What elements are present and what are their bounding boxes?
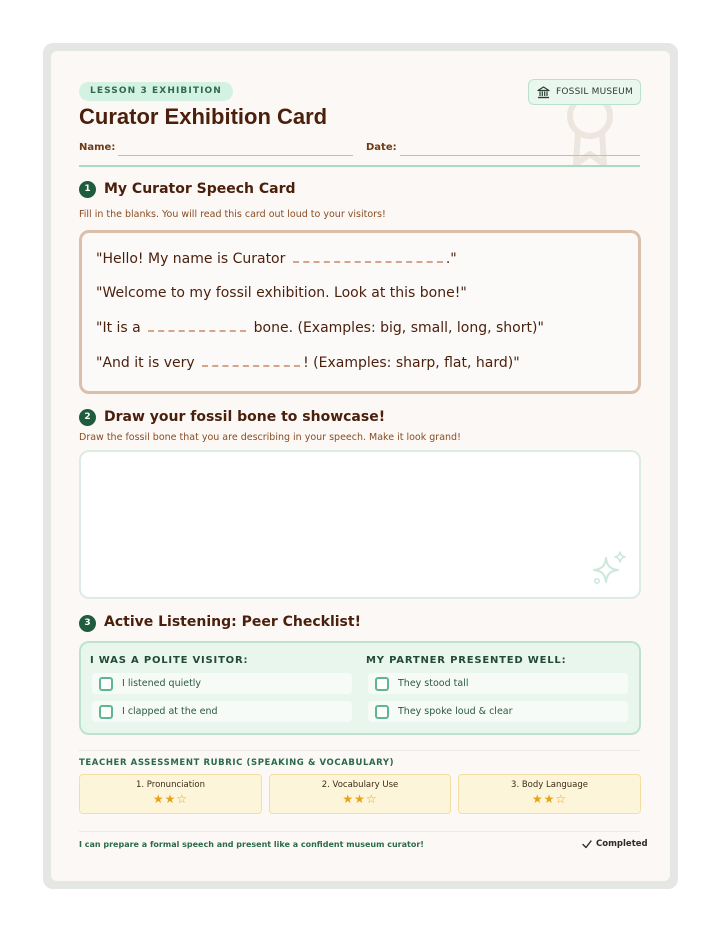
page-title: Curator Exhibition Card [79,104,328,129]
speech-line-3-text: "It is a [96,320,141,336]
rubric-card-name: 3. Body Language [511,780,588,790]
visitor-heading: I WAS A POLITE VISITOR: [90,655,249,666]
rubric-divider [79,750,640,751]
museum-badge [528,79,641,105]
checklist-item[interactable] [368,673,628,694]
checklist-item-label: They spoke loud & clear [398,706,513,717]
speech-line-4-end: ! (Examples: sharp, flat, hard)" [303,355,520,371]
star-rating[interactable]: ★★☆ [342,792,378,806]
name-field[interactable] [118,155,353,156]
texture-blank[interactable] [202,357,300,367]
rubric-card-vocabulary [269,774,451,814]
checklist-item-label: I listened quietly [122,678,202,689]
section-2-number: 2 [79,409,96,426]
checklist-item[interactable] [92,673,352,694]
checklist-item-label: I clapped at the end [122,706,218,717]
footer-divider [79,831,640,832]
section-3-number: 3 [79,615,96,632]
checkbox[interactable] [99,705,113,719]
museum-building-icon [537,86,550,99]
checklist-item[interactable] [92,701,352,722]
rubric-card-name: 2. Vocabulary Use [321,780,399,790]
sparkle-icon [592,550,628,586]
speech-line-4-text: "And it is very [96,355,195,371]
checkbox[interactable] [375,705,389,719]
checklist-item[interactable] [368,701,628,722]
drawing-area[interactable] [79,450,641,599]
lesson-badge: LESSON 3 EXHIBITION [79,82,233,101]
speech-line-1-end: ." [445,251,457,267]
speech-line-3 [96,320,544,336]
speech-line-1 [96,251,457,267]
section-3-title: Active Listening: Peer Checklist! [104,614,361,630]
rubric-card-pronunciation [79,774,262,814]
section-2-title: Draw your fossil bone to showcase! [104,409,386,425]
rubric-card-body-language [458,774,641,814]
rubric-title: TEACHER ASSESSMENT RUBRIC (SPEAKING & VOCABULARY) [79,758,395,768]
size-blank[interactable] [148,322,246,332]
star-rating[interactable]: ★★☆ [531,792,568,806]
section-1-subtitle: Fill in the blanks. You will read this card out loud to your visitors! [79,209,386,220]
completed-label: Completed [596,839,648,849]
completed-status[interactable] [582,839,648,849]
section-2-subtitle: Draw the fossil bone that you are describing in your speech. Make it look grand! [79,432,461,443]
museum-badge-label: FOSSIL MUSEUM [556,87,633,97]
name-label: Name: [79,142,116,153]
section-1-number: 1 [79,181,96,198]
star-rating[interactable]: ★★☆ [152,792,189,806]
speech-line-1-text: "Hello! My name is Curator [96,251,286,267]
rubric-card-name: 1. Pronunciation [136,780,205,790]
date-label: Date: [366,142,397,153]
speech-line-3-end: bone. (Examples: big, small, long, short)" [253,320,544,336]
date-field[interactable] [400,155,640,156]
partner-heading: MY PARTNER PRESENTED WELL: [366,655,567,666]
speech-line-2: "Welcome to my fossil exhibition. Look at this bone!" [96,285,467,301]
header-divider [79,165,640,167]
checkmark-icon [582,840,592,849]
checklist-item-label: They stood tall [398,678,469,689]
learning-goal: I can prepare a formal speech and present like a confident museum curator! [79,840,424,849]
section-1-title: My Curator Speech Card [104,181,296,197]
speech-line-4 [96,355,520,371]
checkbox[interactable] [375,677,389,691]
curator-name-blank[interactable] [293,253,443,263]
checkbox[interactable] [99,677,113,691]
